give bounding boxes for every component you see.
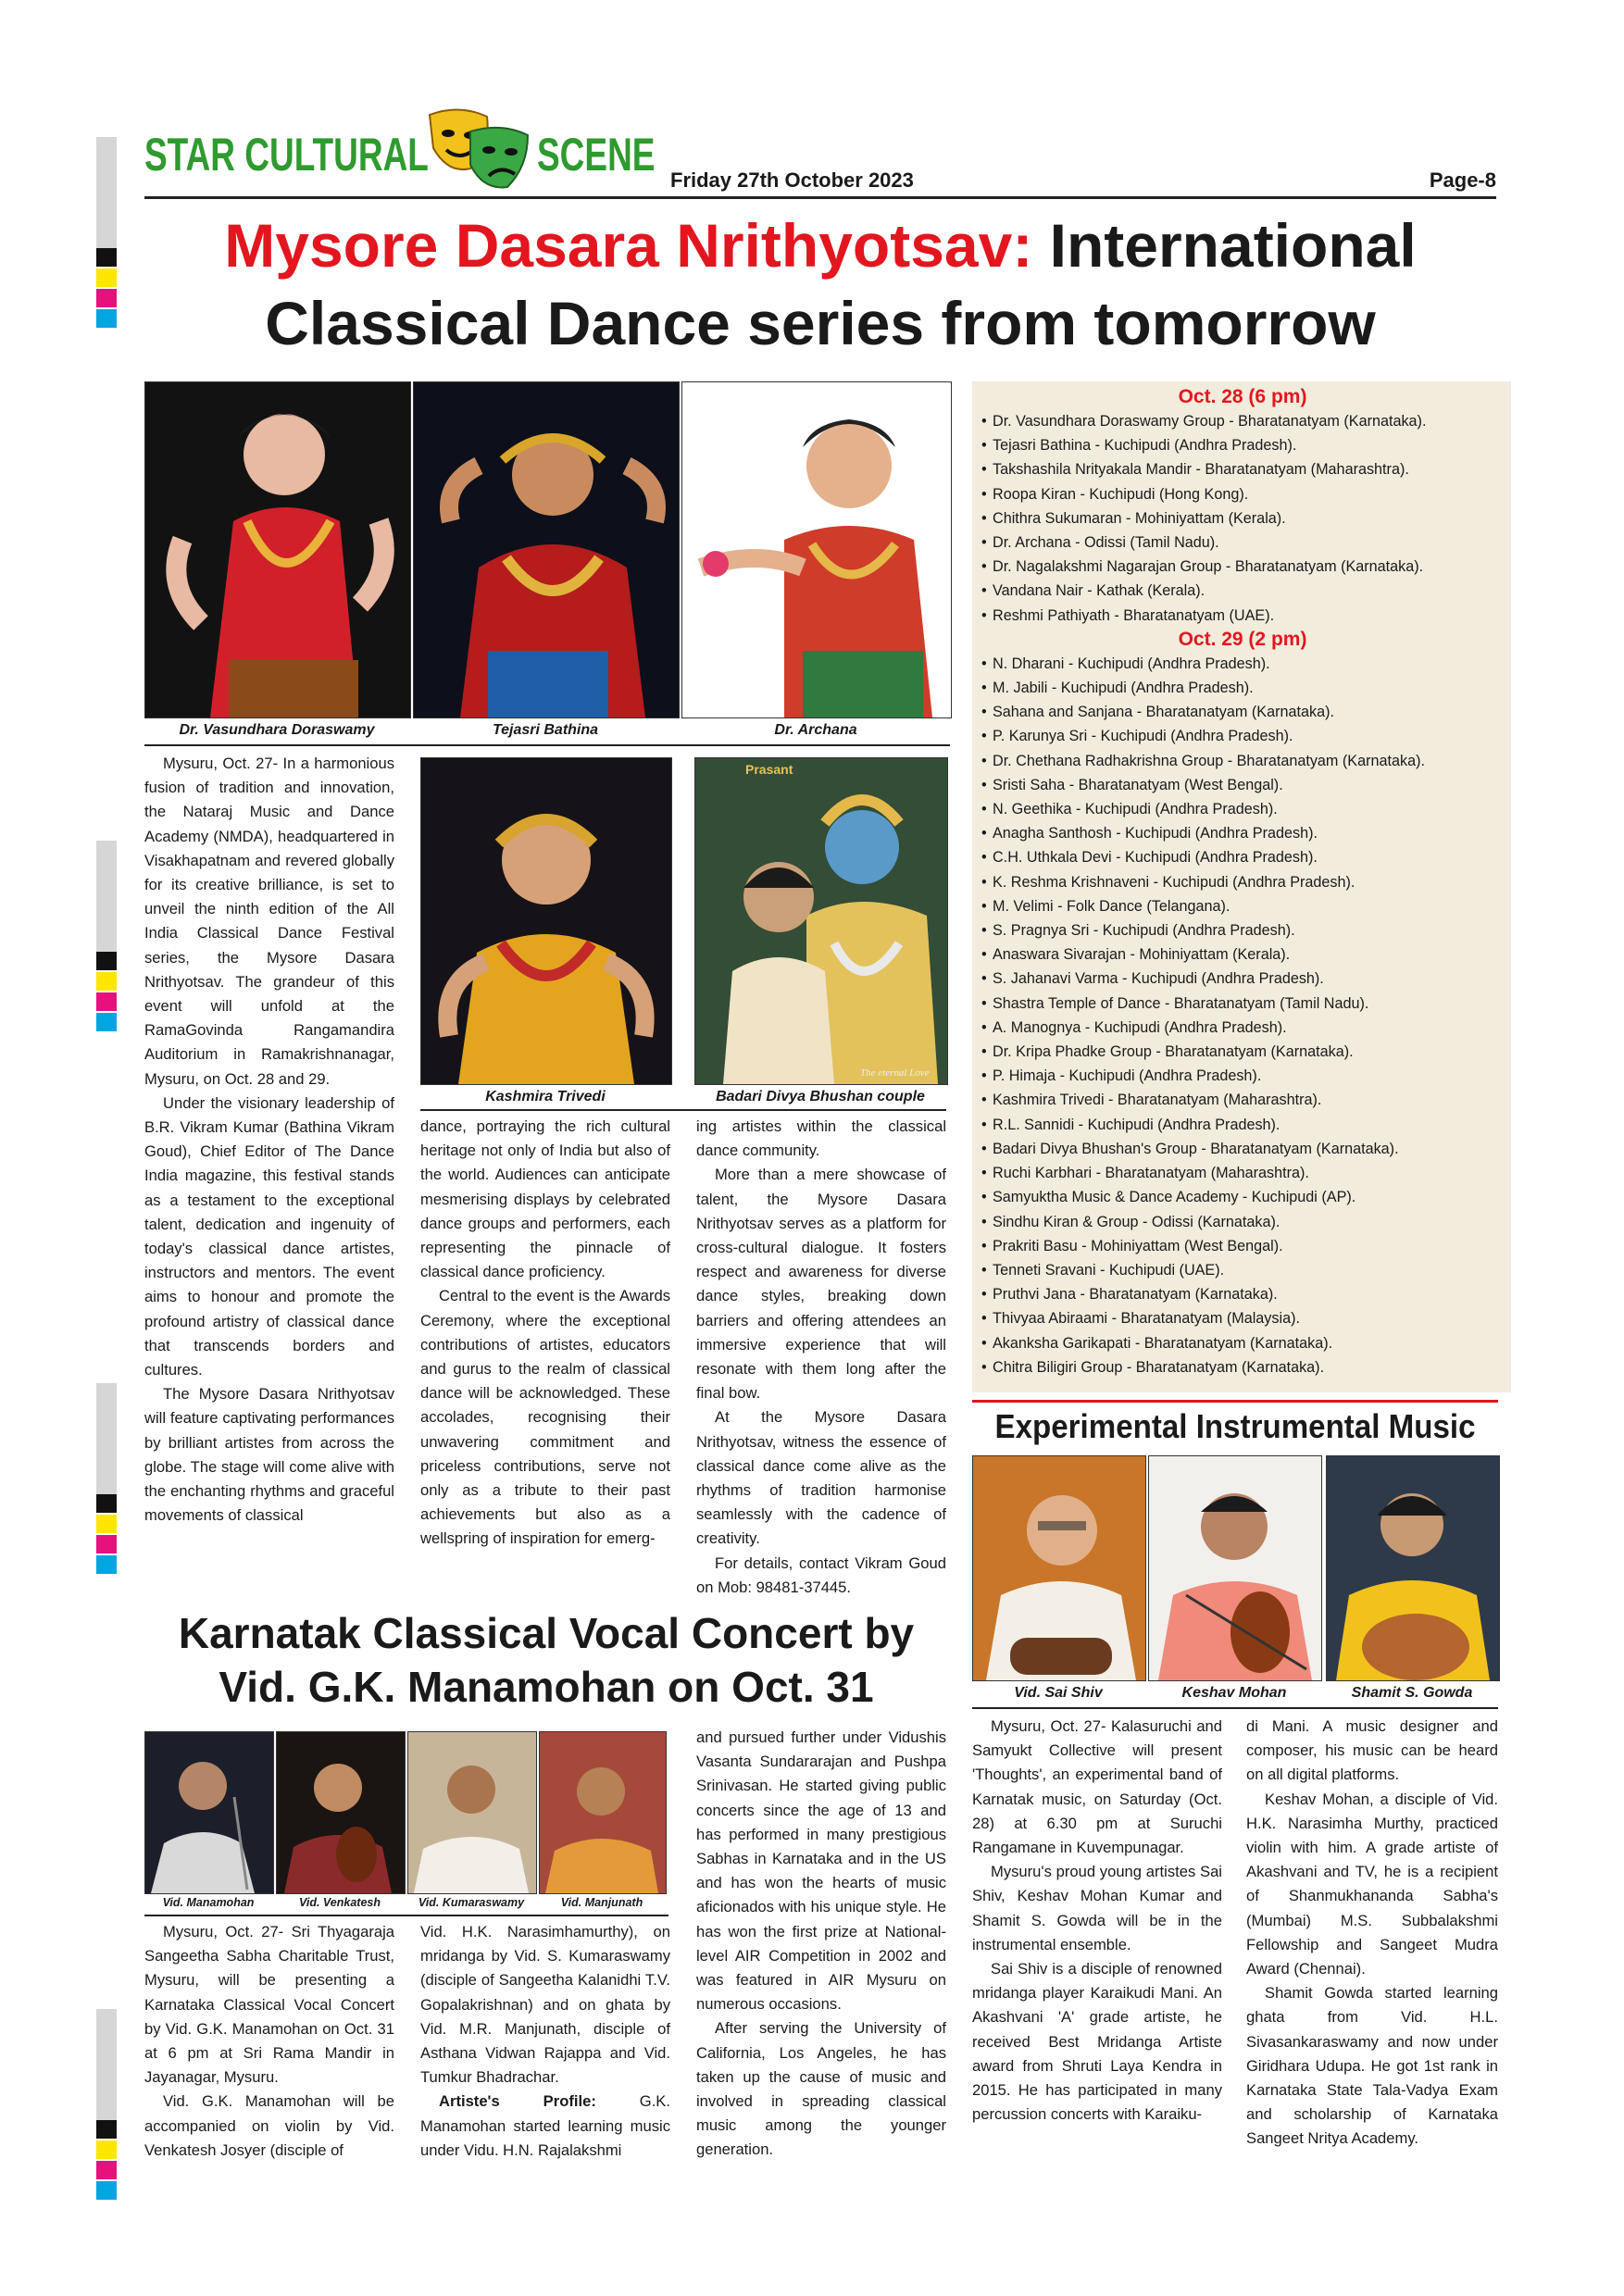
- musician-photo-2: [1149, 1456, 1321, 1680]
- paragraph: [420, 2090, 670, 2163]
- schedule-item: • P. Karunya Sri - Kuchipudi (Andhra Pradesh).: [980, 724, 1505, 748]
- registration-yellow: [96, 268, 117, 287]
- caption-shamit-gowda: Shamit S. Gowda: [1351, 1685, 1473, 1701]
- main-story-col3: [696, 1115, 946, 1600]
- registration-yellow: [96, 1515, 117, 1533]
- vocal-col3: [696, 1726, 946, 2163]
- schedule-item: • Thivyaa Abiraami - Bharatanatyam (Malaysia).: [980, 1306, 1505, 1330]
- violinist-photo: [277, 1732, 405, 1893]
- paragraph: Vid. H.K. Narasimhamurthy), on mridanga by Vid. S. Kumaraswamy (disciple of Sangeetha Kalanidhi T.V. Gopalakrishnan) and on ghata by Vid. M.R. Manjunath, disciple of Asthana Vidwan Rajappa and Vid. Tumkur Bhadrachar.: [420, 1923, 670, 2087]
- caption-badari: Badari Divya Bhushan couple: [716, 1089, 925, 1104]
- schedule-item: • Dr. Chethana Radhakrishna Group - Bharatanatyam (Karnataka).: [980, 749, 1505, 773]
- instrumental-col2: [1246, 1715, 1498, 2152]
- main-story-col1: [144, 752, 394, 1529]
- paragraph: dance, portraying the rich cultural heritage not only of India but also of the world. Audiences can anticipate mesmerising displays by celebrated dance groups and performers, each representing the pinnacle of classical dance proficiency.: [420, 1117, 670, 1281]
- schedule-item: • A. Manognya - Kuchipudi (Andhra Pradesh).: [980, 1016, 1505, 1040]
- paragraph: Shamit Gowda started learning ghata from Vid. H.L. Sivasankaraswamy and now under Giridhara Udupa. He got 1st rank in Karnataka State Tala-Vadya Exam and scholarship of Karnataka Sangeet Nritya Academy.: [1246, 1984, 1498, 2148]
- theatre-masks-icon: [422, 104, 539, 196]
- registration-bar: [96, 1383, 117, 1494]
- paragraph: and pursued further under Vidushis Vasanta Sundararajan and Pushpa Srinivasan. He started giving public concerts since the age of 13 and has performed in many prestigious Sabhas in Karnataka and in the US and has won the hearts of music aficionados with his unique style. He has won the first prize at National-level AIR Competition in 2002 and was featured in AIR Mysuru on numerous occasions.: [696, 1728, 946, 2014]
- masthead-rule: [144, 196, 1496, 199]
- schedule-item: • Akanksha Garikapati - Bharatanatyam (Karnataka).: [980, 1331, 1505, 1355]
- dancer-photo-1: [145, 382, 410, 718]
- paragraph: The Mysore Dasara Nrithyotsav will feature captivating performances by brilliant artistes from across the globe. The stage will come alive with the enchanting rhythms and graceful movements of classical: [144, 1385, 394, 1525]
- main-headline-line1: [144, 211, 1496, 281]
- photo-tejasri: [413, 381, 680, 718]
- vocal-col1: [144, 1920, 394, 2163]
- vocalist-photo: [145, 1732, 273, 1893]
- caption-manamohan: Vid. Manamohan: [162, 1896, 255, 1909]
- schedule-item: • Sindhu Kiran & Group - Odissi (Karnataka).: [980, 1210, 1505, 1234]
- registration-black: [96, 248, 117, 267]
- registration-yellow: [96, 972, 117, 991]
- section-rule-red: [972, 1400, 1498, 1403]
- paragraph: For details, contact Vikram Goud on Mob: 98481-37445.: [696, 1554, 946, 1596]
- schedule-item: • Dr. Nagalakshmi Nagarajan Group - Bharatanatyam (Karnataka).: [980, 555, 1505, 579]
- schedule-item: • M. Jabili - Kuchipudi (Andhra Pradesh).: [980, 676, 1505, 700]
- headline-red: Mysore Dasara Nrithyotsav:: [224, 211, 1033, 280]
- schedule-item: • N. Geethika - Kuchipudi (Andhra Pradesh).: [980, 797, 1505, 821]
- schedule-item: • Prakriti Basu - Mohiniyattam (West Bengal).: [980, 1234, 1505, 1258]
- photo-sai-shiv: [972, 1455, 1146, 1681]
- schedule-item: • Dr. Kripa Phadke Group - Bharatanatyam (Karnataka).: [980, 1040, 1505, 1064]
- paragraph: At the Mysore Dasara Nrithyotsav, witness the essence of classical dance come alive as the rhythms of tradition harmonise seamlessly with the cadence of creativity.: [696, 1408, 946, 1548]
- registration-yellow: [96, 2140, 117, 2159]
- dancer-photo-2: [414, 382, 679, 718]
- paragraph: di Mani. A music designer and composer, his music can be heard on all digital platforms.: [1246, 1717, 1498, 1784]
- caption-vasundhara: Dr. Vasundhara Doraswamy: [179, 722, 375, 738]
- registration-cyan: [96, 1013, 117, 1031]
- paragraph: Keshav Mohan, a disciple of Vid. H.K. Narasimha Murthy, practiced violin with him. A grade artiste of Akashvani and TV, he is a recipient of Shanmukhananda Sabha's (Mumbai) M.S. Subbalakshmi Fellowship and Sangeet Mudra Award (Chennai).: [1246, 1790, 1498, 1978]
- photo-signature: The eternal Love: [860, 1067, 930, 1079]
- paragraph: After serving the University of California, Los Angeles, he has taken up the cause of music and involved in spreading classical music among the younger generation.: [696, 2019, 946, 2159]
- schedule-item: • R.L. Sannidi - Kuchipudi (Andhra Pradesh).: [980, 1113, 1505, 1137]
- registration-cyan: [96, 2181, 117, 2200]
- caption-archana: Dr. Archana: [774, 722, 857, 738]
- profile-label: Artiste's Profile:: [439, 2092, 596, 2111]
- paragraph: Vid. G.K. Manamohan will be accompanied on violin by Vid. Venkatesh Josyer (disciple of: [144, 2092, 394, 2159]
- vocal-title-line2: Vid. G.K. Manamohan on Oct. 31: [219, 1663, 874, 1711]
- photo-badari-couple: [694, 757, 948, 1085]
- registration-bar: [96, 137, 117, 248]
- ghata-player-photo: [540, 1732, 666, 1893]
- caption-kumaraswamy: Vid. Kumaraswamy: [418, 1896, 525, 1909]
- photo-vasundhara: [144, 381, 411, 718]
- registration-magenta: [96, 992, 117, 1011]
- schedule-item: • C.H. Uthkala Devi - Kuchipudi (Andhra Pradesh).: [980, 845, 1505, 869]
- vocal-title-line1: Karnatak Classical Vocal Concert by: [178, 1609, 915, 1657]
- schedule-item: • Tejasri Bathina - Kuchipudi (Andhra Pradesh).: [980, 433, 1505, 457]
- registration-bar: [96, 2009, 117, 2120]
- main-headline-line2: Classical Dance series from tomorrow: [265, 289, 1376, 357]
- brand-left: STAR CULTURAL: [144, 129, 429, 181]
- schedule-item: • Roopa Kiran - Kuchipudi (Hong Kong).: [980, 482, 1505, 506]
- caption-kashmira: Kashmira Trivedi: [485, 1089, 606, 1104]
- musician-photo-3: [1327, 1456, 1499, 1680]
- schedule-item: • Reshmi Pathiyath - Bharatanatyam (UAE).: [980, 604, 1505, 628]
- caption-rule: [144, 1915, 668, 1916]
- schedule-item: • Chithra Sukumaran - Mohiniyattam (Kerala).: [980, 506, 1505, 530]
- photo-manjunath: [539, 1731, 667, 1894]
- paragraph: Mysuru's proud young artistes Sai Shiv, Keshav Mohan Kumar and Shamit S. Gowda will be in the instrumental ensemble.: [972, 1863, 1222, 1953]
- schedule-item: • S. Pragnya Sri - Kuchipudi (Andhra Pradesh).: [980, 918, 1505, 942]
- paragraph: Under the visionary leadership of B.R. Vikram Kumar (Bathina Vikram Goud), Chief Editor of The Dance India magazine, this festival stands as a testament to the exceptional talent, dedication and ingenuity of today's classical dance artistes, instructors and mentors. The event aims to honour and promote the profound artistry of classical dance that transcends borders and cultures.: [144, 1093, 394, 1379]
- schedule-item: • Pruthvi Jana - Bharatanatyam (Karnataka).: [980, 1282, 1505, 1306]
- caption-venkatesh: Vid. Venkatesh: [299, 1896, 381, 1909]
- musician-photo-1: [973, 1456, 1145, 1680]
- paragraph: ing artistes within the classical dance community.: [696, 1117, 946, 1160]
- photo-archana: [681, 381, 952, 718]
- registration-black: [96, 1494, 117, 1513]
- photo-kashmira: [420, 757, 672, 1085]
- photo-keshav-mohan: [1148, 1455, 1322, 1681]
- dancer-photo-3: [682, 382, 951, 718]
- schedule-item: • Badari Divya Bhushan's Group - Bharatanatyam (Karnataka).: [980, 1137, 1505, 1161]
- schedule-item: • Chitra Biligiri Group - Bharatanatyam (Karnataka).: [980, 1355, 1505, 1379]
- schedule-item: • S. Jahanavi Varma - Kuchipudi (Andhra Pradesh).: [980, 967, 1505, 991]
- caption-rule: [420, 1109, 946, 1111]
- schedule-item: • Kashmira Trivedi - Bharatanatyam (Maharashtra).: [980, 1088, 1505, 1112]
- headline-black: International: [1049, 211, 1417, 280]
- schedule-day1-list: [980, 409, 1505, 628]
- schedule-item: • Anaswara Sivarajan - Mohiniyattam (Kerala).: [980, 942, 1505, 967]
- schedule-item: • Shastra Temple of Dance - Bharatanatyam (Tamil Nadu).: [980, 992, 1505, 1016]
- registration-magenta: [96, 289, 117, 307]
- schedule-item: • N. Dharani - Kuchipudi (Andhra Pradesh).: [980, 652, 1505, 676]
- registration-black: [96, 952, 117, 970]
- caption-manjunath: Vid. Manjunath: [560, 1896, 643, 1909]
- schedule-item: • Anagha Santhosh - Kuchipudi (Andhra Pradesh).: [980, 821, 1505, 845]
- schedule-item: • Dr. Vasundhara Doraswamy Group - Bharatanatyam (Karnataka).: [980, 409, 1505, 433]
- schedule-item: • M. Velimi - Folk Dance (Telangana).: [980, 894, 1505, 918]
- schedule-item: • Dr. Archana - Odissi (Tamil Nadu).: [980, 530, 1505, 555]
- issue-date: Friday 27th October 2023: [670, 168, 914, 192]
- photo-venkatesh: [276, 1731, 406, 1894]
- photo-kumaraswamy: [407, 1731, 537, 1894]
- caption-rule: [972, 1707, 1498, 1709]
- paragraph: More than a mere showcase of talent, the Mysore Dasara Nrithyotsav serves as a platform for cross-cultural dialogue. It fosters respect and awareness for diverse dance styles, breaking down barriers and offering attendees an immersive experience that will resonate with them long after the final bow.: [696, 1166, 946, 1403]
- registration-cyan: [96, 1555, 117, 1574]
- brand-right: SCENE: [537, 129, 656, 181]
- schedule-panel: [972, 381, 1511, 1392]
- registration-bar: [96, 841, 117, 952]
- schedule-item: • Samyuktha Music & Dance Academy - Kuchipudi (AP).: [980, 1185, 1505, 1209]
- schedule-item: • Vandana Nair - Kathak (Kerala).: [980, 579, 1505, 603]
- schedule-day2-title: Oct. 29 (2 pm): [1178, 628, 1307, 650]
- photo-manamohan: [144, 1731, 274, 1894]
- schedule-item: • Ruchi Karbhari - Bharatanatyam (Maharashtra).: [980, 1161, 1505, 1185]
- photo-watermark: Prasant: [745, 762, 793, 777]
- dancer-photo-4: [421, 758, 671, 1084]
- schedule-item: • Sristi Saha - Bharatanatyam (West Bengal).: [980, 773, 1505, 797]
- caption-tejasri: Tejasri Bathina: [492, 722, 599, 738]
- paragraph: Central to the event is the Awards Ceremony, where the exceptional contributions of artistes, educators and gurus to the realm of classical dance will be acknowledged. These accolades, recognising their unwavering commitment and priceless contributions, serve not only as a tribute to their past achievements but also as a wellspring of inspiration for emerg-: [420, 1287, 670, 1548]
- paragraph: Mysuru, Oct. 27- Kalasuruchi and Samyukt Collective will present 'Thoughts', an experimental band of Karnatak music, on Saturday (Oct. 28) at 6.30 pm at Suruchi Rangamane in Kuvempunagar.: [972, 1717, 1222, 1857]
- caption-sai-shiv: Vid. Sai Shiv: [1014, 1685, 1103, 1701]
- registration-magenta: [96, 2161, 117, 2179]
- profile-text: G.K. Manamohan started learning music under Vidu. H.N. Rajalakshmi: [420, 2092, 670, 2159]
- schedule-item: • Tenneti Sravani - Kuchipudi (UAE).: [980, 1258, 1505, 1282]
- photo-shamit-gowda: [1326, 1455, 1500, 1681]
- schedule-item: • Sahana and Sanjana - Bharatanatyam (Karnataka).: [980, 700, 1505, 724]
- paragraph: Mysuru, Oct. 27- Sri Thyagaraja Sangeetha Sabha Charitable Trust, Mysuru, will be presenting a Karnataka Classical Vocal Concert by Vid. G.K. Manamohan on Oct. 31 at 6 pm at Sri Rama Mandir in Jayanagar, Mysuru.: [144, 1923, 394, 2087]
- caption-rule: [144, 744, 950, 746]
- page-number: Page-8: [1429, 168, 1496, 192]
- vocal-col2: [420, 1920, 670, 2163]
- registration-black: [96, 2120, 117, 2139]
- instrumental-col1: [972, 1715, 1222, 2127]
- schedule-day1-title: Oct. 28 (6 pm): [1178, 386, 1307, 407]
- registration-cyan: [96, 309, 117, 328]
- instrumental-title: Experimental Instrumental Music: [994, 1407, 1476, 1445]
- paragraph: Mysuru, Oct. 27- In a harmonious fusion of tradition and innovation, the Nataraj Music and Dance Academy (NMDA), headquartered in Visakhapatnam and revered globally for its creative brilliance, is set to unveil the ninth edition of the All India Classical Dance Festival series, the Mysore Dasara Nrithyotsav. The grandeur of this event will unfold at the RamaGovinda Rangamandira Auditorium in Ramakrishnanagar, Mysuru, on Oct. 28 and 29.: [144, 755, 394, 1088]
- mridanga-player-photo: [408, 1732, 536, 1893]
- schedule-item: • P. Himaja - Kuchipudi (Andhra Pradesh).: [980, 1064, 1505, 1088]
- couple-photo: [695, 758, 947, 1084]
- registration-magenta: [96, 1535, 117, 1554]
- caption-keshav-mohan: Keshav Mohan: [1181, 1685, 1287, 1701]
- schedule-day2-list: [980, 652, 1505, 1379]
- main-story-col2: [420, 1115, 670, 1552]
- schedule-item: • K. Reshma Krishnaveni - Kuchipudi (Andhra Pradesh).: [980, 870, 1505, 894]
- paragraph: Sai Shiv is a disciple of renowned mridanga player Karaikudi Mani. An Akashvani 'A' grade artiste, he received Best Mridanga Artiste award from Shruti Laya Kendra in 2015. He has participated in many percussion concerts with Karaiku-: [972, 1960, 1222, 2124]
- schedule-item: • Takshashila Nrityakala Mandir - Bharatanatyam (Maharashtra).: [980, 457, 1505, 481]
